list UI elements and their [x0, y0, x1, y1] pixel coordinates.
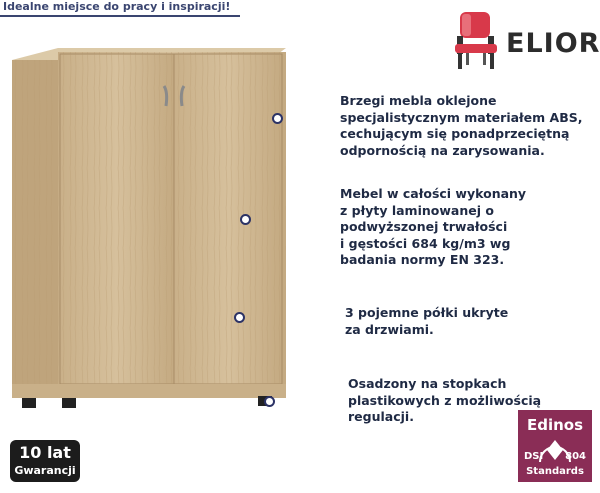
certification-brand: Edinos [526, 416, 584, 434]
warranty-years: 10 lat [19, 443, 71, 462]
certification-label: Standards [526, 466, 584, 477]
tagline-bar [0, 0, 240, 17]
feature-3-text: 3 pojemne półki ukryte za drzwiami. [345, 305, 509, 337]
certification-badge [518, 410, 592, 482]
cabinet-image [8, 48, 288, 423]
warranty-label: Gwarancji [14, 464, 76, 477]
certification-prefix: DSI [524, 451, 544, 462]
feature-4-text: Osadzony na stopkach plastikowych z możliwością regulacji. [348, 376, 542, 424]
certification-number: 804 [565, 451, 586, 462]
feature-2-text: Mebel w całości wykonany z płyty laminowanej o podwyższonej trwałości i gęstości 684 kg/m3 wg badania normy EN 323. [340, 186, 527, 267]
feature-3-marker [234, 312, 245, 323]
warranty-badge [10, 440, 80, 482]
feature-1-marker [272, 113, 283, 124]
feature-1-text: Brzegi mebla oklejone specjalistycznym materiałem ABS, cechującym się ponadprzeciętną odpornością na zarysowania. [340, 93, 583, 158]
brand-logo [452, 10, 600, 70]
chair-icon [452, 10, 502, 70]
feature-4-marker [264, 396, 275, 407]
brand-name: ELIOR [506, 28, 600, 59]
tagline: Idealne miejsce do pracy i inspiracji! [3, 0, 231, 13]
feature-2-marker [240, 214, 251, 225]
